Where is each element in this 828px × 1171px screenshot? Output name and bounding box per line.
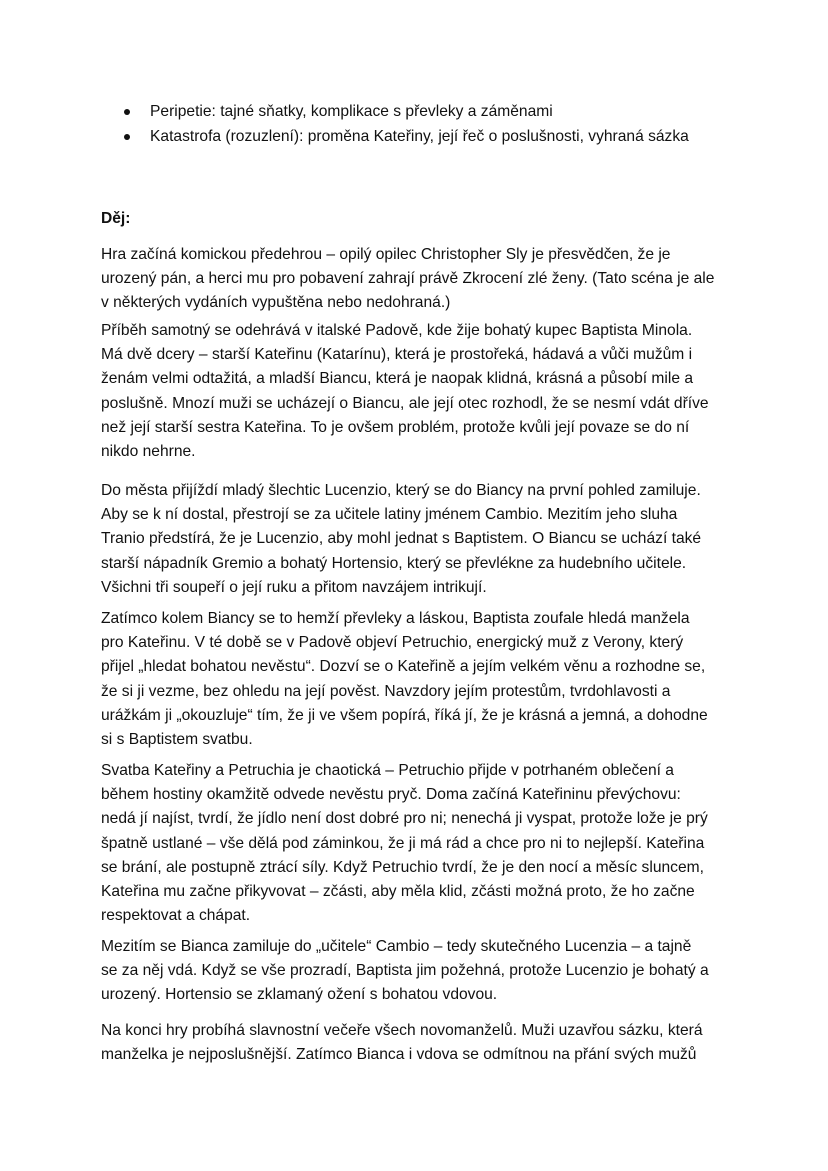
- text-line: Hra začíná komickou předehrou – opilý opilec Christopher Sly je přesvědčen, že je: [101, 246, 671, 263]
- text-line: Na konci hry probíhá slavnostní večeře všech novomanželů. Muži uzavřou sázku, která: [101, 1022, 703, 1039]
- text-line: ženám velmi odtažitá, a mladší Biancu, která je naopak klidná, krásná a působí mile a: [101, 370, 694, 388]
- text-line: manželka je nejposlušnější. Zatímco Bianca i vdova se odmítnou na přání svých mužů: [101, 1046, 697, 1064]
- text-line: přijel „hledat bohatou nevěstu“. Dozví se o Kateřině a jejím velkém věnu a rozhodne se,: [101, 658, 706, 676]
- text-line: si s Baptistem svatbu.: [101, 730, 253, 748]
- bullet-item: Peripetie: tajné sňatky, komplikace s převleky a záměnami: [150, 100, 553, 124]
- text-line: se brání, ale postupně ztrácí síly. Když Petruchio tvrdí, že je den nocí a měsíc sluncem,: [101, 858, 704, 876]
- paragraph: [101, 319, 741, 464]
- text-line: Zatímco kolem Biancy se to hemží převleky a láskou, Baptista zoufale hledá manžela: [101, 610, 690, 627]
- text-line: starší nápadník Gremio a bohatý Hortensio, který se převlékne za hudebního učitele.: [101, 554, 687, 572]
- text-line: Všichni tři soupeří o její ruku a přitom navzájem intrikují.: [101, 578, 487, 596]
- paragraph: [101, 607, 741, 752]
- text-line: nikdo nehrne.: [101, 442, 196, 460]
- text-line: Svatba Kateřiny a Petruchia je chaotická – Petruchio přijde v potrhaném oblečení a: [101, 762, 674, 779]
- text-line: urážkám ji „okouzluje“ tím, že ji ve všem popírá, říká jí, že je krásná a jemná, a dohodne: [101, 706, 708, 724]
- bullet-item: Katastrofa (rozuzlení): proměna Kateřiny, její řeč o poslušnosti, vyhraná sázka: [150, 125, 689, 149]
- text-line: Tranio předstírá, že je Lucenzio, aby mohl jednat s Baptistem. O Biancu se uchází také: [101, 530, 702, 548]
- text-line: Mezitím se Bianca zamiluje do „učitele“ Cambio – tedy skutečného Lucenzia – a tajně: [101, 938, 692, 955]
- text-line: v některých vydáních vypuštěna nebo nedohraná.): [101, 294, 451, 312]
- text-line: urozený pán, a herci mu pro pobavení zahrají právě Zkrocení zlé ženy. (Tato scéna je ale: [101, 270, 715, 288]
- text-line: Příběh samotný se odehrává v italské Padově, kde žije bohatý kupec Baptista Minola.: [101, 322, 693, 339]
- paragraph: [101, 759, 741, 928]
- text-line: Má dvě dcery – starší Kateřinu (Katarínu), která je prostořeká, hádavá a vůči mužům i: [101, 346, 693, 364]
- text-line: Kateřina mu začne přikyvovat – zčásti, aby měla klid, zčásti možná proto, že ho začne: [101, 882, 695, 900]
- paragraph: [101, 243, 741, 316]
- text-line: respektovat a chápat.: [101, 907, 251, 925]
- text-line: že si ji vezme, bez ohledu na její pověst. Navzdory jejím protestům, tvrdohlavosti a: [101, 682, 671, 700]
- text-line: nedá jí najíst, tvrdí, že jídlo není dost dobré pro ni; nenechá ji vyspat, protože lože je prý: [101, 810, 708, 828]
- text-line: urozený. Hortensio se zklamaný ožení s bohatou vdovou.: [101, 986, 498, 1004]
- text-line: se za něj vdá. Když se vše prozradí, Baptista jim požehná, protože Lucenzio je bohatý a: [101, 962, 709, 980]
- paragraph: [101, 935, 741, 1008]
- text-line: během hostiny okamžitě odvede nevěstu pryč. Doma začíná Kateřininu převýchovu:: [101, 786, 681, 804]
- text-line: poslušně. Mnozí muži se ucházejí o Biancu, ale její otec rozhodl, že se nesmí vdát dříve: [101, 394, 709, 412]
- text-line: Aby se k ní dostal, přestrojí se za učitele latiny jménem Cambio. Mezitím jeho sluha: [101, 506, 678, 524]
- text-line: Do města přijíždí mladý šlechtic Lucenzio, který se do Biancy na první pohled zamiluje.: [101, 482, 701, 499]
- text-line: pro Kateřinu. V té době se v Padově objeví Petruchio, energický muž z Verony, který: [101, 634, 684, 652]
- paragraph: [101, 1019, 741, 1067]
- paragraph: [101, 479, 741, 600]
- text-line: špatně ustlané – vše dělá pod záminkou, že ji má rád a chce pro ni to nejlepší. Kateřina: [101, 834, 705, 852]
- section-heading: Děj:: [101, 210, 131, 227]
- text-line: než její starší sestra Kateřina. To je ovšem problém, protože kvůli její povaze se do ní: [101, 418, 690, 436]
